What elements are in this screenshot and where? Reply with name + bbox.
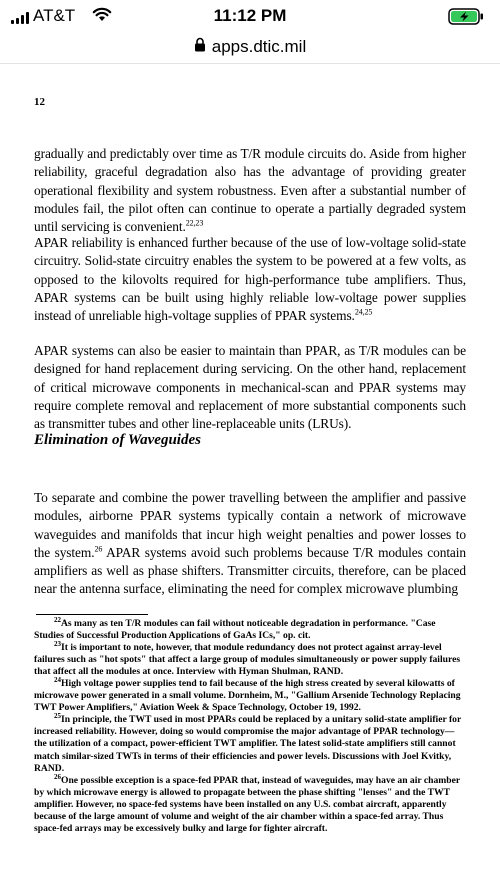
lock-icon [194, 37, 206, 57]
paragraph-maintenance: APAR systems can also be easier to maintain than PPAR, as T/R modules can be designed for hand replacement during servicing. On the other hand, replacement of critical microwave components in mechanical-scan and PPAR systems may require complete removal and replacement of more substantial components such as transmitter tubes and other line-replaceable units (LRUs). [34, 343, 466, 432]
url-text: apps.dtic.mil [211, 37, 307, 56]
footnote: $^{26}$One possible exception is a space-fed PPAR that, instead of waveguides, may have an air chamber by which microwave energy is allowed to propagate between the phase shifting "lenses" and the TWT amplifier. However, no space-fed systems have been installed on any U.S. combat aircraft, apparently because of the large amount of volume and weight of the air chamber within a space-fed array. Thus space-fed arrays may be excessively bulky and large for fighter aircraft. [34, 772, 460, 834]
page-number: 12 [34, 96, 45, 108]
footnote: $^{23}$It is important to note, however, that module redundancy does not protect against array-level failures such as "hot spots" that affect a large group of modules simultaneously or power supply failures that affect all the modules at once. Interview with Hyman Shulman, RAND. [34, 639, 461, 678]
footnote-ref[interactable]: 26 [94, 544, 103, 554]
footnote: $^{24}$High voltage power supplies tend to fail because of the high stress created by several kilowatts of microwave power generated in a small volume. Dornheim, M., "Gallium Arsenide Technology Replacing TWT Power Amplifiers," Aviation Week & Space Technology, October 19, 1992. [34, 676, 461, 714]
paragraph-reliability: APAR reliability is enhanced further because of the use of low-voltage solid-state circuitry. Solid-state circuitry enables the system to be powered at a few volts, as opposed to the kilovolts required for high-performance tube amplifiers. Thus, APAR systems can be built using highly reliable low-voltage power supplies instead of unreliable high-voltage supplies of PPAR systems.$^{24,25}$ [34, 235, 466, 324]
status-bar [0, 0, 500, 34]
footnote-rule [36, 614, 148, 615]
carrier-name: AT&T [33, 6, 76, 25]
battery-charging-icon [448, 8, 484, 25]
footnote-ref[interactable]: 24,25 [354, 307, 373, 317]
paragraph-waveguides: To separate and combine the power travelling between the amplifier and passive modules, airborne PPAR systems typically contain a network of microwave waveguides and manifolds that incur high weight penalties and power losses to the system.$^{26}$ APAR systems avoid such problems because T/R modules contain amplifiers as well as phase shifters. Transmitter circuits, therefore, can be placed near the antenna surface, eliminating the need for complex microwave plumbing [34, 490, 466, 597]
paragraph-graceful-degradation: gradually and predictably over time as T/R module circuits do. Aside from higher reliability, graceful degradation also has the advantage of providing greater operational flexibility and system robustness. Even after a substantial number of modules fail, the pilot often can continue to operate a partially degraded system until servicing is convenient.$^{22,23}$ [34, 146, 466, 235]
footnote-ref[interactable]: 22,23 [185, 218, 204, 228]
address-bar[interactable] [0, 32, 500, 62]
footnote: $^{25}$In principle, the TWT used in most PPARs could be replaced by a unitary solid-state amplifier for increased reliability. However, doing so would compromise the major advantage of PPAR technology—the utilization of a compact, power-efficient TWT amplifier. The latest solid-state amplifiers still cannot match similar-sized TWTs in terms of their efficiencies and power levels. Discussions with Joel Kvitky, RAND. [34, 712, 462, 774]
clock: 11:12 PM [213, 6, 287, 25]
section-heading: Elimination of Waveguides [34, 432, 201, 448]
footnotes [34, 615, 466, 835]
toolbar-divider [0, 63, 500, 64]
footnote: $^{22}$As many as ten T/R modules can fail without noticeable degradation in performance. "Case Studies of Successful Production Applications of GaAs ICs," op. cit. [34, 615, 436, 642]
